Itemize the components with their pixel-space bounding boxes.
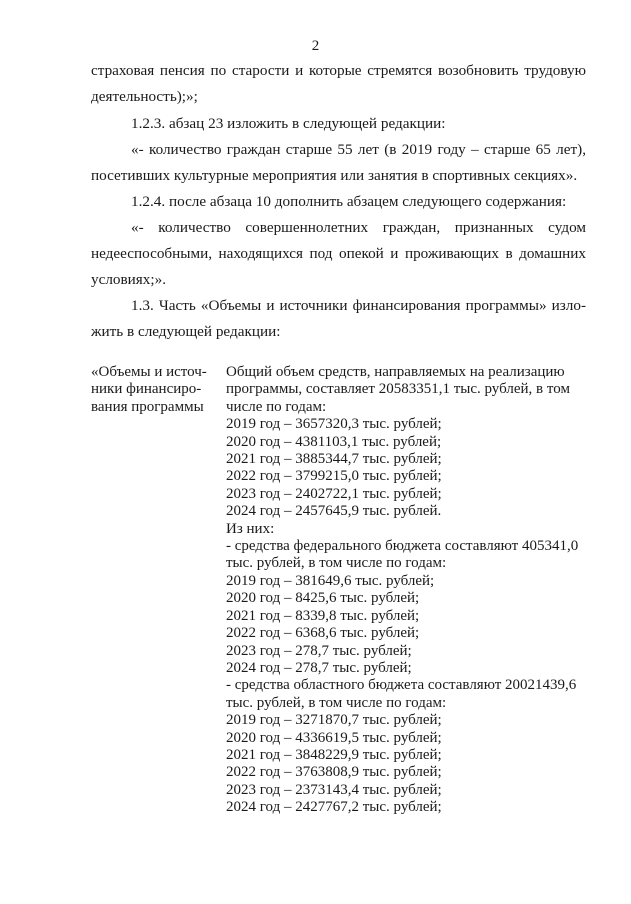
funding-table-label-cell: [91, 364, 209, 416]
paragraph-item-1-3-end: [91, 319, 280, 345]
table-value-line: 2019 год – 3657320,3 тыс. рублей;: [226, 416, 442, 433]
text-line: «- количество совершеннолетних граждан, признанных судом: [131, 219, 586, 236]
table-value-line: 2023 год – 278,7 тыс. рублей;: [226, 642, 412, 659]
table-value-line: 2023 год – 2402722,1 тыс. рублей;: [226, 485, 442, 502]
table-value-line: 2021 год – 3885344,7 тыс. рублей;: [226, 451, 442, 468]
text-line: 1.2.4. после абзаца 10 дополнить абзацем следующего содержания:: [131, 193, 567, 210]
paragraph-item-1-2-3: [131, 111, 445, 137]
text-line: 1.3. Часть «Объемы и источники финансирования программы» изло-: [131, 297, 586, 314]
text-line: условиях;».: [91, 271, 166, 288]
table-value-line: программы, составляет 20583351,1 тыс. рублей, в том: [226, 381, 570, 398]
table-value-line: 2020 год – 8425,6 тыс. рублей;: [226, 590, 420, 607]
paragraph-quote-incapacitated-end: [91, 267, 166, 293]
text-line: жить в следующей редакции:: [91, 323, 281, 340]
table-value-line: 2022 год – 3799215,0 тыс. рублей;: [226, 468, 442, 485]
paragraph-quote-incapacitated-mid: [91, 241, 586, 267]
text-line: недееспособными, находящихся под опекой и проживающих в домашних: [91, 245, 586, 262]
paragraph-quote-incapacitated: [131, 215, 586, 241]
table-value-line: 2021 год – 8339,8 тыс. рублей;: [226, 607, 420, 624]
table-value-line: Из них:: [226, 520, 275, 537]
table-value-line: Общий объем средств, направляемых на реализацию: [226, 364, 565, 380]
table-value-line: тыс. рублей, в том числе по годам:: [226, 555, 447, 572]
table-value-line: 2024 год – 2427767,2 тыс. рублей;: [226, 799, 442, 816]
table-value-line: - средства областного бюджета составляют 20021439,6: [226, 677, 577, 694]
table-value-line: - средства федерального бюджета составляют 405341,0: [226, 538, 579, 555]
table-value-line: 2019 год – 381649,6 тыс. рублей;: [226, 572, 435, 589]
paragraph-pension-continuation: [91, 58, 586, 84]
table-label-line: вания программы: [91, 398, 204, 415]
text-line: 1.2.3. абзац 23 изложить в следующей редакции:: [131, 115, 446, 132]
text-line: «- количество граждан старше 55 лет (в 2019 году – старше 65 лет),: [131, 141, 586, 158]
table-value-line: 2023 год – 2373143,4 тыс. рублей;: [226, 781, 442, 798]
table-value-line: 2022 год – 6368,6 тыс. рублей;: [226, 625, 420, 642]
table-value-line: 2024 год – 2457645,9 тыс. рублей.: [226, 503, 442, 520]
paragraph-pension-continuation-end: [91, 84, 586, 110]
paragraph-quote-citizens-55: [131, 137, 586, 163]
table-value-line: 2021 год – 3848229,9 тыс. рублей;: [226, 746, 442, 763]
paragraph-quote-citizens-55-end: [91, 163, 577, 189]
table-value-line: 2020 год – 4381103,1 тыс. рублей;: [226, 433, 442, 450]
text-line: посетивших культурные мероприятия или занятия в спортивных секциях».: [91, 167, 578, 184]
table-value-line: 2020 год – 4336619,5 тыс. рублей;: [226, 729, 442, 746]
paragraph-item-1-3: [131, 293, 586, 319]
paragraph-item-1-2-4: [131, 189, 566, 215]
table-value-line: числе по годам:: [226, 398, 327, 415]
funding-table-value-cell: [226, 364, 596, 817]
table-value-line: 2024 год – 278,7 тыс. рублей;: [226, 659, 412, 676]
table-label-line: «Объемы и источ-: [91, 364, 207, 380]
page-number: 2: [311, 38, 320, 54]
text-line: страховая пенсия по старости и которые стремятся возобновить трудовую: [91, 62, 586, 79]
table-value-line: 2019 год – 3271870,7 тыс. рублей;: [226, 712, 442, 729]
table-value-line: тыс. рублей, в том числе по годам:: [226, 694, 447, 711]
text-line: деятельность);»;: [91, 88, 198, 105]
table-label-line: ники финансиро-: [91, 381, 202, 398]
table-value-line: 2022 год – 3763808,9 тыс. рублей;: [226, 764, 442, 781]
